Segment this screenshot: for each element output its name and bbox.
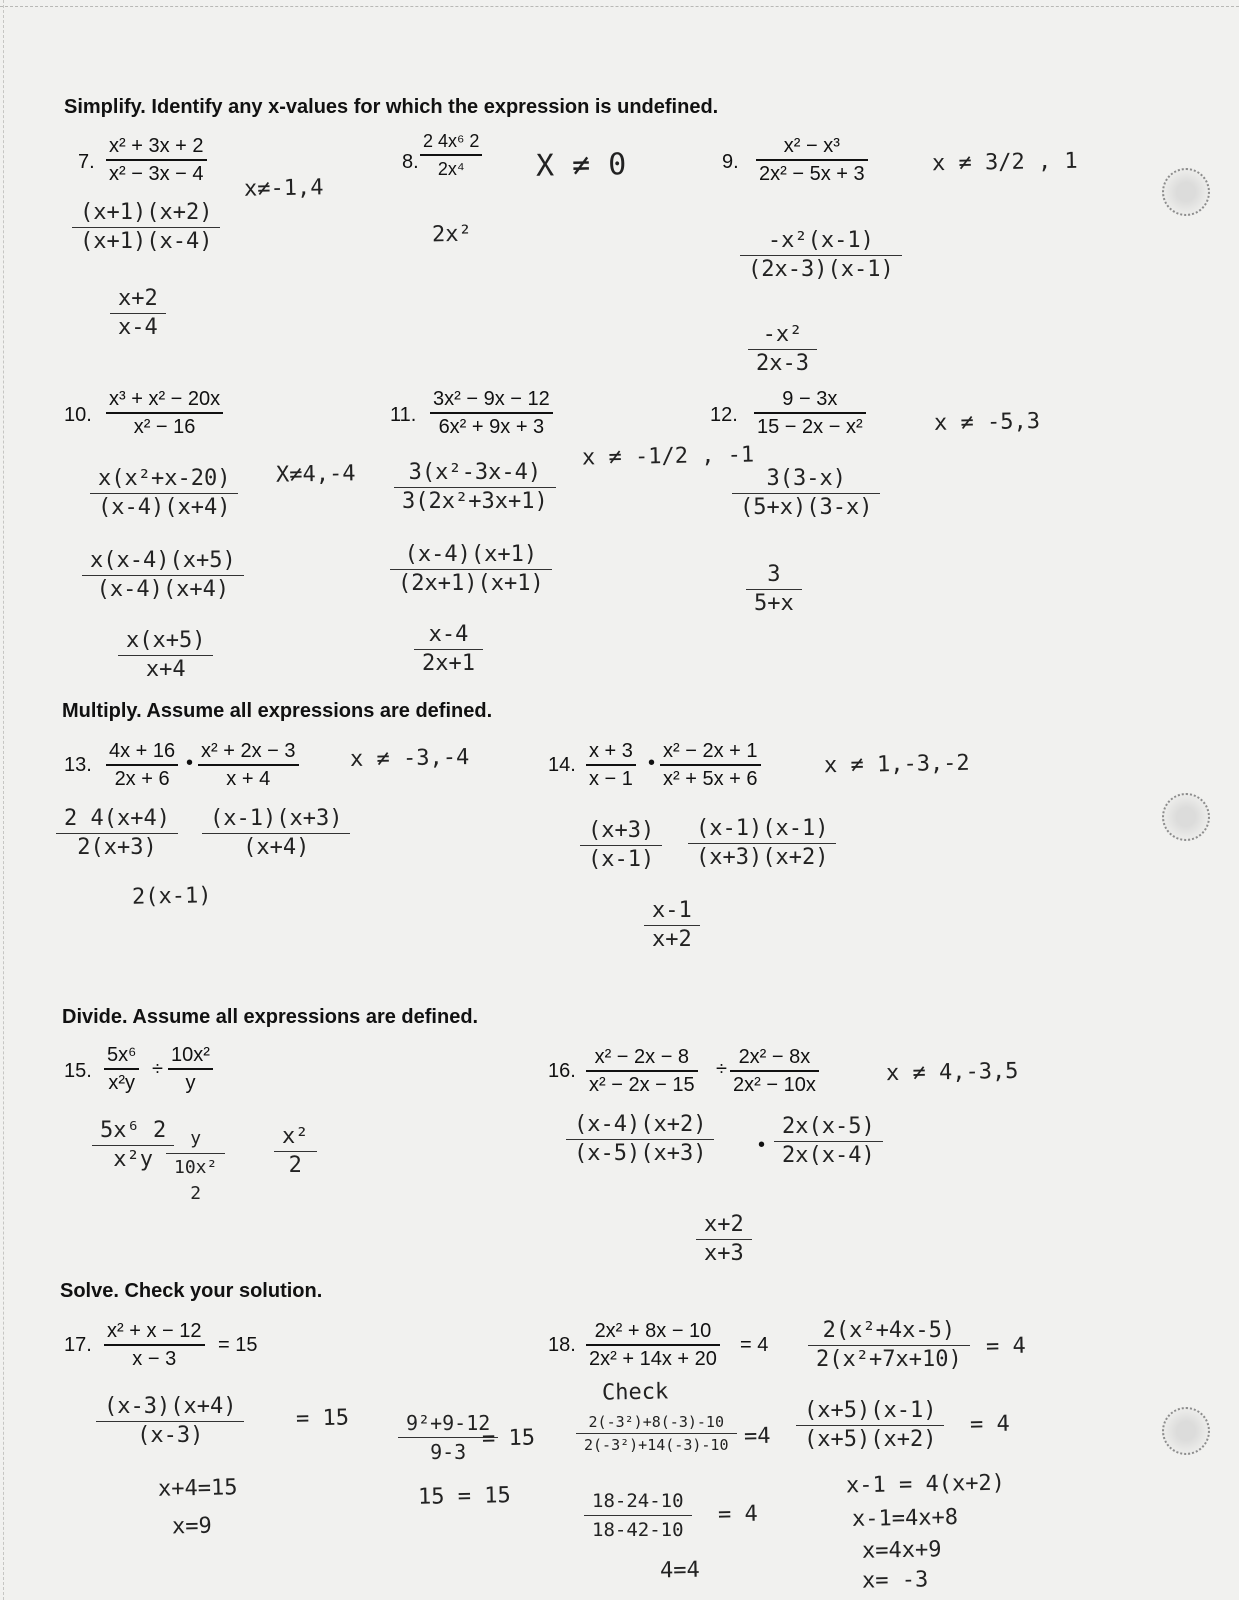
- problem-18-check-2-bottom: 18-42-10: [592, 1519, 684, 1541]
- problem-16-work-3-bottom: x+3: [704, 1241, 744, 1266]
- problem-8-work: 2x²: [431, 221, 472, 248]
- problem-9-work-2: [752, 322, 813, 377]
- problem-18-work-4: x-1=4x+8: [851, 1505, 959, 1532]
- problem-15-work-3-top: x²: [282, 1124, 309, 1149]
- problem-17-work-2: x+4=15: [157, 1475, 238, 1502]
- problem-15-work-1-bottom: x²y: [113, 1147, 153, 1172]
- problem-17-rhs: = 15: [218, 1334, 258, 1356]
- problem-10-work-3-bottom: x+4: [145, 657, 186, 682]
- problem-7-answer: x≠-1,4: [243, 175, 324, 202]
- problem-15-number: 15.: [64, 1060, 92, 1082]
- problem-16-work-2-bottom: 2x(x-4): [782, 1143, 875, 1168]
- problem-13-number: 13.: [64, 754, 92, 776]
- problem-16-work-1-bottom: (x-5)(x+3): [574, 1141, 707, 1166]
- problem-11-work-3-bottom: 2x+1: [422, 651, 475, 676]
- problem-18-rhs: = 4: [740, 1334, 769, 1356]
- problem-16-dot: •: [758, 1134, 766, 1156]
- problem-13-work-1: [60, 806, 174, 861]
- problem-16-f1-numerator: x² − 2x − 8: [594, 1046, 690, 1068]
- problem-18-fraction: [586, 1318, 720, 1372]
- problem-8-fraction: [420, 128, 482, 182]
- problem-9-work-1: [744, 228, 898, 283]
- problem-15-f2-denominator: y: [185, 1071, 196, 1094]
- problem-14-f1-denominator: x − 1: [589, 767, 633, 790]
- problem-15-work-2-extra: 2: [190, 1183, 202, 1204]
- problem-13-work-1-top: 2 4(x+4): [64, 806, 170, 831]
- problem-11-work-2-bottom: (2x+1)(x+1): [398, 571, 544, 596]
- problem-15-f1-denominator: x²y: [108, 1071, 136, 1094]
- problem-16-fraction-1: [586, 1044, 698, 1098]
- problem-17-work-3: x=9: [171, 1513, 212, 1540]
- problem-12-denominator: 15 − 2x − x²: [757, 415, 863, 438]
- problem-12-work-1-top: 3(3-x): [766, 466, 846, 491]
- problem-12-answer: x ≠ -5,3: [933, 409, 1041, 436]
- problem-14-work-1-bottom: (x-1): [588, 847, 655, 872]
- problem-7-work-2-bottom: x-4: [118, 315, 158, 340]
- problem-18-work-2-top: (x+5)(x-1): [804, 1398, 937, 1423]
- problem-18-work-5: x=4x+9: [861, 1537, 942, 1564]
- problem-13-work-2-bottom: (x+4): [243, 835, 310, 860]
- problem-16-f1-denominator: x² − 2x − 15: [589, 1073, 695, 1096]
- problem-17-work-1-rhs: = 15: [295, 1405, 350, 1432]
- problem-17-check-1: [402, 1410, 494, 1465]
- problem-18-work-1-top: 2(x²+4x-5): [822, 1318, 956, 1343]
- problem-7-work-1-bottom: (x+1)(x-4): [80, 229, 213, 254]
- problem-18-check-2-top: 18-24-10: [592, 1490, 684, 1512]
- problem-9-number: 9.: [722, 151, 739, 173]
- problem-13-fraction-1: [106, 738, 178, 792]
- problem-7-work-2: [114, 286, 162, 341]
- problem-12-work-2: [750, 562, 798, 617]
- problem-17-check-2: 15 = 15: [417, 1483, 511, 1510]
- problem-16-f2-numerator: 2x² − 8x: [738, 1046, 811, 1068]
- problem-10-work-1-bottom: (x-4)(x+4): [98, 495, 231, 520]
- problem-11-numerator: 3x² − 9x − 12: [433, 388, 550, 410]
- problem-18-denominator: 2x² + 14x + 20: [589, 1347, 717, 1370]
- problem-12-work-1: [736, 466, 876, 521]
- problem-18-work-1: [812, 1318, 966, 1373]
- problem-13-f2-denominator: x + 4: [226, 767, 271, 790]
- punch-hole-bottom: [1162, 1407, 1210, 1455]
- problem-7-work-1-top: (x+1)(x+2): [80, 200, 213, 225]
- problem-15-fraction-1: [104, 1042, 139, 1096]
- problem-8-denominator: 2x⁴: [437, 158, 465, 179]
- problem-7-work-2-top: x+2: [118, 286, 158, 311]
- problem-15-fraction-2: [168, 1042, 213, 1096]
- problem-12-number: 12.: [710, 404, 738, 426]
- problem-13-work-2-top: (x-1)(x+3): [210, 806, 343, 831]
- problem-17-fraction: [104, 1318, 205, 1372]
- problem-9-answer: x ≠ 3/2 , 1: [931, 148, 1078, 177]
- problem-18-work-6: x= -3: [861, 1567, 929, 1594]
- problem-13-dot: •: [186, 752, 194, 774]
- problem-18-work-2-rhs: = 4: [969, 1411, 1010, 1438]
- problem-17-check-1-top: 9²+9-12: [406, 1411, 491, 1435]
- problem-11-denominator: 6x² + 9x + 3: [438, 415, 545, 438]
- problem-18-check-2: [588, 1488, 688, 1543]
- problem-14-dot: •: [648, 752, 656, 774]
- problem-18-number: 18.: [548, 1334, 576, 1356]
- problem-7-denominator: x² − 3x − 4: [109, 162, 204, 185]
- problem-18-check-label: Check: [601, 1379, 669, 1406]
- problem-13-f1-numerator: 4x + 16: [109, 740, 176, 762]
- section-heading-simplify: Simplify. Identify any x-values for which the expression is undefined.: [64, 96, 719, 118]
- problem-16-work-2-top: 2x(x-5): [782, 1114, 875, 1139]
- problem-15-work-2-bottom: 10x²: [174, 1157, 218, 1178]
- punch-hole-top: [1162, 168, 1210, 216]
- problem-11-fraction: [430, 386, 553, 440]
- problem-7-work-1: [76, 200, 216, 255]
- problem-14-answer: x ≠ 1,-3,-2: [823, 750, 970, 779]
- problem-12-fraction: [754, 386, 866, 440]
- problem-10-numerator: x³ + x² − 20x: [109, 388, 221, 410]
- problem-10-answer: X≠4,-4: [275, 461, 356, 488]
- problem-15-divide-sign: ÷: [152, 1058, 163, 1080]
- problem-10-fraction: [106, 386, 223, 440]
- problem-11-work-1-bottom: 3(2x²+3x+1): [402, 489, 548, 514]
- problem-7-number: 7.: [78, 151, 95, 173]
- problem-18-check-1-bottom: 2(-3²)+14(-3)-10: [584, 1436, 729, 1454]
- problem-7-numerator: x² + 3x + 2: [109, 135, 204, 157]
- problem-13-work-3: 2(x-1): [131, 883, 212, 910]
- problem-9-denominator: 2x² − 5x + 3: [759, 162, 865, 185]
- problem-16-divide-sign: ÷: [716, 1058, 727, 1080]
- scan-edge-left: [3, 0, 5, 1600]
- problem-14-work-3-top: x-1: [652, 898, 692, 923]
- problem-10-work-2: [86, 548, 240, 603]
- problem-18-check-1-rhs: =4: [743, 1423, 771, 1450]
- problem-18-work-1-rhs: = 4: [985, 1333, 1026, 1360]
- problem-15-work-3: [278, 1124, 313, 1179]
- problem-17-numerator: x² + x − 12: [107, 1320, 202, 1342]
- problem-12-work-2-bottom: 5+x: [754, 591, 794, 616]
- problem-16-work-1-top: (x-4)(x+2): [574, 1112, 707, 1137]
- problem-15-f2-numerator: 10x²: [171, 1044, 210, 1066]
- problem-10-work-2-top: x(x-4)(x+5): [90, 548, 236, 573]
- problem-15-work-1-top: 5x⁶ 2: [100, 1118, 167, 1143]
- problem-9-numerator: x² − x³: [783, 135, 840, 157]
- problem-17-denominator: x − 3: [132, 1347, 177, 1370]
- problem-14-work-1: [584, 818, 658, 873]
- problem-14-work-2-bottom: (x+3)(x+2): [696, 845, 829, 870]
- problem-17-check-1-bottom: 9-3: [430, 1440, 467, 1464]
- problem-9-work-2-bottom: 2x-3: [756, 351, 809, 376]
- problem-9-fraction: [756, 133, 868, 187]
- problem-16-f2-denominator: 2x² − 10x: [733, 1073, 816, 1096]
- problem-14-work-1-top: (x+3): [588, 818, 655, 843]
- problem-10-work-1-top: x(x²+x-20): [98, 466, 231, 491]
- section-heading-solve: Solve. Check your solution.: [60, 1280, 323, 1302]
- problem-14-number: 14.: [548, 754, 576, 776]
- problem-11-number: 11.: [390, 404, 417, 426]
- problem-14-f2-denominator: x² + 5x + 6: [663, 767, 758, 790]
- problem-14-work-3: [648, 898, 696, 953]
- problem-15-work-3-bottom: 2: [288, 1153, 302, 1178]
- problem-16-answer: x ≠ 4,-3,5: [885, 1058, 1019, 1087]
- problem-14-f1-numerator: x + 3: [589, 740, 633, 762]
- problem-14-work-3-bottom: x+2: [652, 927, 692, 952]
- problem-18-check-1: [580, 1412, 733, 1455]
- problem-10-work-1: [94, 466, 234, 521]
- problem-14-fraction-1: [586, 738, 636, 792]
- problem-14-fraction-2: [660, 738, 761, 792]
- problem-18-work-1-bottom: 2(x²+7x+10): [816, 1347, 962, 1372]
- problem-12-work-1-bottom: (5+x)(3-x): [740, 495, 873, 520]
- problem-17-number: 17.: [64, 1334, 92, 1356]
- problem-12-numerator: 9 − 3x: [782, 388, 838, 410]
- problem-18-work-2-bottom: (x+5)(x+2): [804, 1427, 937, 1452]
- problem-13-fraction-2: [198, 738, 299, 792]
- problem-11-answer: x ≠ -1/2 , -1: [581, 442, 755, 471]
- problem-13-f1-denominator: 2x + 6: [114, 767, 170, 790]
- problem-18-numerator: 2x² + 8x − 10: [594, 1320, 712, 1342]
- problem-9-work-1-top: -x²(x-1): [767, 228, 874, 253]
- problem-16-work-2: [778, 1114, 879, 1169]
- problem-8-number: 8.: [402, 151, 419, 173]
- problem-13-work-1-bottom: 2(x+3): [77, 835, 157, 860]
- problem-9-work-2-top: -x²: [762, 322, 803, 347]
- problem-13-answer: x ≠ -3,-4: [349, 744, 470, 773]
- problem-10-work-3-top: x(x+5): [126, 628, 206, 653]
- problem-18-check-1-top: 2(-3²)+8(-3)-10: [588, 1413, 724, 1431]
- problem-8-numerator: 2 4x⁶ 2: [423, 131, 480, 151]
- problem-15-work-2-top: y: [190, 1128, 202, 1149]
- section-heading-multiply: Multiply. Assume all expressions are defined.: [62, 700, 493, 722]
- section-heading-divide: Divide. Assume all expressions are defined.: [62, 1006, 479, 1028]
- problem-16-work-3: [700, 1212, 748, 1267]
- problem-10-work-3: [122, 628, 209, 683]
- problem-9-work-1-bottom: (2x-3)(x-1): [748, 257, 894, 282]
- problem-11-work-3-top: x-4: [428, 622, 469, 647]
- problem-11-work-2: [394, 542, 548, 597]
- problem-14-f2-numerator: x² − 2x + 1: [663, 740, 758, 762]
- problem-17-work-1-top: (x-3)(x+4): [104, 1394, 237, 1419]
- problem-10-denominator: x² − 16: [133, 415, 196, 438]
- problem-7-fraction: [106, 133, 207, 187]
- problem-8-answer: X ≠ 0: [535, 147, 627, 184]
- problem-18-check-2-rhs: = 4: [717, 1501, 758, 1528]
- problem-17-work-1: [100, 1394, 240, 1449]
- problem-16-number: 16.: [548, 1060, 576, 1082]
- problem-18-work-2: [800, 1398, 940, 1453]
- problem-15-work-2: [170, 1126, 221, 1207]
- problem-16-work-1: [570, 1112, 710, 1167]
- problem-16-work-3-top: x+2: [704, 1212, 744, 1237]
- problem-15-f1-numerator: 5x⁶: [107, 1044, 137, 1066]
- problem-14-work-2-top: (x-1)(x-1): [696, 816, 829, 841]
- problem-13-f2-numerator: x² + 2x − 3: [201, 740, 296, 762]
- problem-17-check-1-rhs: = 15: [481, 1425, 536, 1452]
- problem-11-work-2-top: (x-4)(x+1): [404, 542, 538, 567]
- punch-hole-middle: [1162, 793, 1210, 841]
- problem-18-work-3: x-1 = 4(x+2): [845, 1470, 1006, 1499]
- problem-12-work-2-top: 3: [767, 562, 781, 587]
- problem-14-work-2: [692, 816, 832, 871]
- problem-10-number: 10.: [64, 404, 92, 426]
- problem-15-work-1: [96, 1118, 170, 1173]
- problem-16-fraction-2: [730, 1044, 819, 1098]
- scan-edge-top: [0, 6, 1239, 8]
- problem-17-work-1-bottom: (x-3): [137, 1423, 204, 1448]
- problem-11-work-1: [398, 460, 552, 515]
- problem-18-check-3: 4=4: [659, 1557, 700, 1584]
- problem-11-work-1-top: 3(x²-3x-4): [408, 460, 542, 485]
- problem-11-work-3: [418, 622, 479, 677]
- problem-10-work-2-bottom: (x-4)(x+4): [96, 577, 230, 602]
- problem-13-work-2: [206, 806, 346, 861]
